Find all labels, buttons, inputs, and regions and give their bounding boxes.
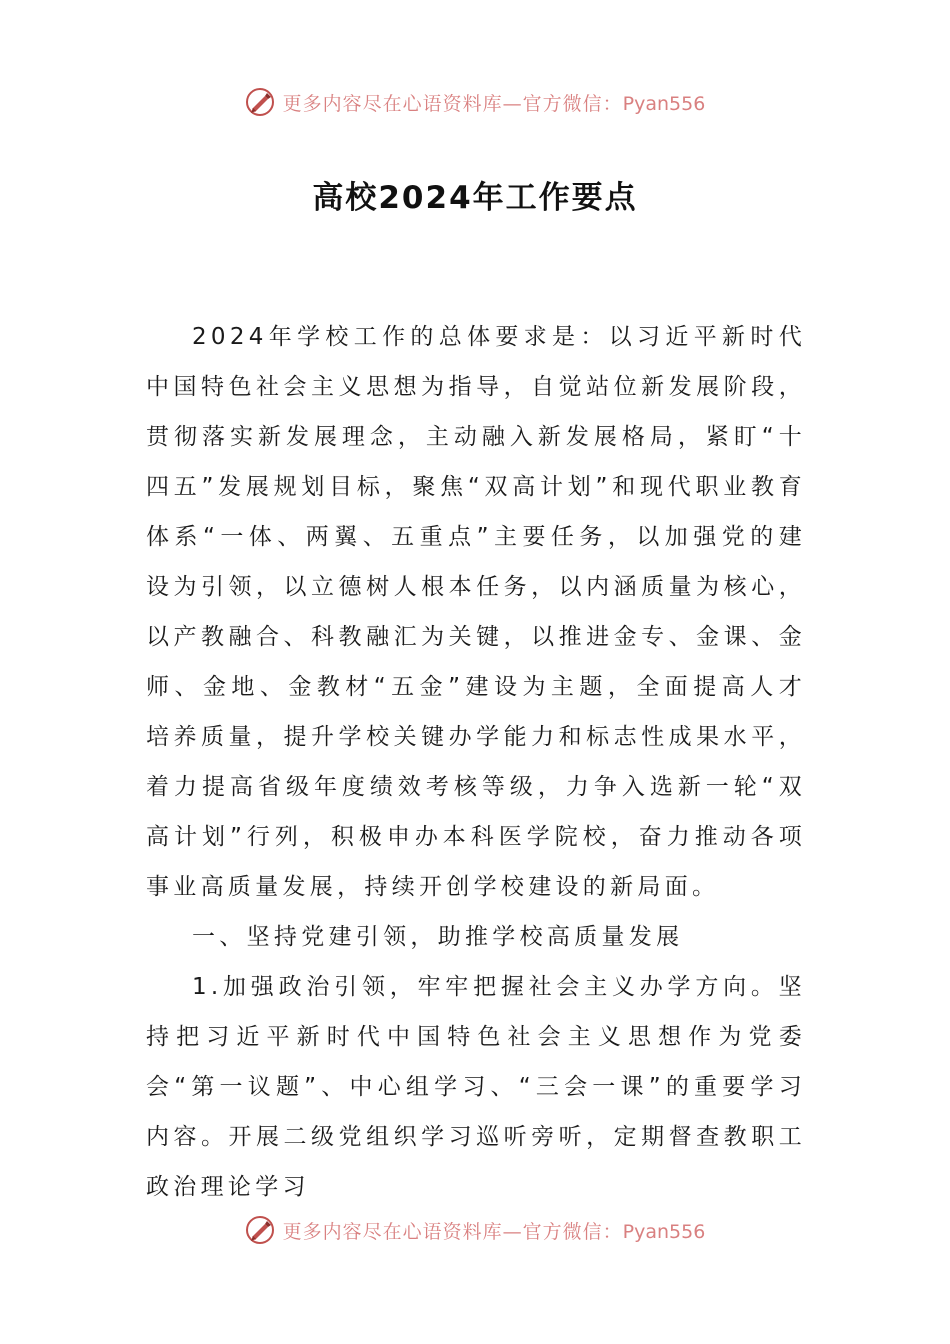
pen-logo-icon xyxy=(245,87,275,117)
paragraph-intro: 2024年学校工作的总体要求是：以习近平新时代中国特色社会主义思想为指导，自觉站位新发展阶段，贯彻落实新发展理念，主动融入新发展格局，紧盯“十四五”发展规划目标，聚焦“双高计划”和现代职业教育体系“一体、两翼、五重点”主要任务，以加强党的建设为引领，以立德树人根本任务，以内涵质量为核心，以产教融合、科教融汇为关键，以推进金专、金课、金师、金地、金教材“五金”建设为主题，全面提高人才培养质量，提升学校关键办学能力和标志性成果水平，着力提高省级年度绩效考核等级，力争入选新一轮“双高计划”行列，积极申办本科医学院校，奋力推动各项事业高质量发展，持续开创学校建设的新局面。 xyxy=(146,324,806,900)
watermark-wechat-id: Pyan556 xyxy=(622,92,706,115)
pen-logo-icon xyxy=(245,1215,275,1245)
section-heading: 一、坚持党建引领，助推学校高质量发展 xyxy=(192,924,684,950)
watermark-text xyxy=(283,89,706,116)
page-title: 高校2024年工作要点 xyxy=(312,180,638,216)
watermark-wechat-id: Pyan556 xyxy=(622,1220,706,1243)
watermark-text xyxy=(283,1217,706,1244)
document-body xyxy=(146,312,806,1212)
watermark-header xyxy=(0,82,950,122)
watermark-label: 更多内容尽在心语资料库—官方微信： xyxy=(282,1220,623,1243)
watermark-footer xyxy=(0,1210,950,1250)
watermark-label: 更多内容尽在心语资料库—官方微信： xyxy=(282,92,623,115)
paragraph-item-1: 1.加强政治引领，牢牢把握社会主义办学方向。坚持把习近平新时代中国特色社会主义思想作为党委会“第一议题”、中心组学习、“三会一课”的重要学习内容。开展二级党组织学习巡听旁听，定期督查教职工政治理论学习 xyxy=(146,974,806,1200)
